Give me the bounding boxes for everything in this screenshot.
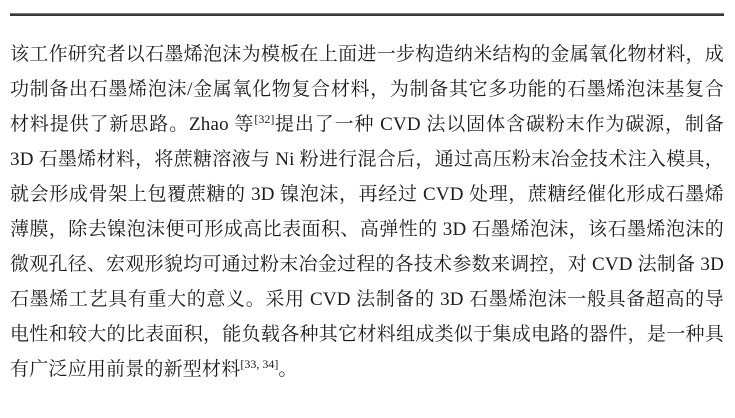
citation-ref-33-34: [33, 34] <box>240 357 279 371</box>
separator-rule <box>10 13 724 16</box>
citation-ref-32: [32] <box>254 112 275 126</box>
body-paragraph <box>10 37 724 387</box>
paragraph-text-1: 该工作研究者以石墨烯泡沫为模板在上面进一步构造纳米结构的金属氧化物材料，成功制备出石墨烯泡沫/金属氧化物复合材料，为制备其它多功能的石墨烯泡沫基复合材料提供了新思路。Zhao 等 <box>10 44 724 135</box>
paragraph-text-3: 。 <box>278 359 298 380</box>
paragraph-text-2: 提出了一种 CVD 法以固体含碳粉末作为碳源，制备 3D 石墨烯材料，将蔗糖溶液与 Ni 粉进行混合后，通过高压粉末冶金技术注入模具，就会形成骨架上包覆蔗糖的 3D 镍泡沫，再经过 CVD 处理，蔗糖经催化形成石墨烯薄膜，除去镍泡沫便可形成高比表面积、高弹性的 3D 石墨烯泡沫，该石墨烯泡沫的微观孔径、宏观形貌均可通过粉末冶金过程的各技术参数来调控，对 CVD 法制备 3D 石墨烯工艺具有重大的意义。采用 CVD 法制备的 3D 石墨烯泡沫一般具备超高的导电性和较大的比表面积，能负载各种其它材料组成类似于集成电路的器件，是一种具有广泛应用前景的新型材料 <box>10 114 724 380</box>
